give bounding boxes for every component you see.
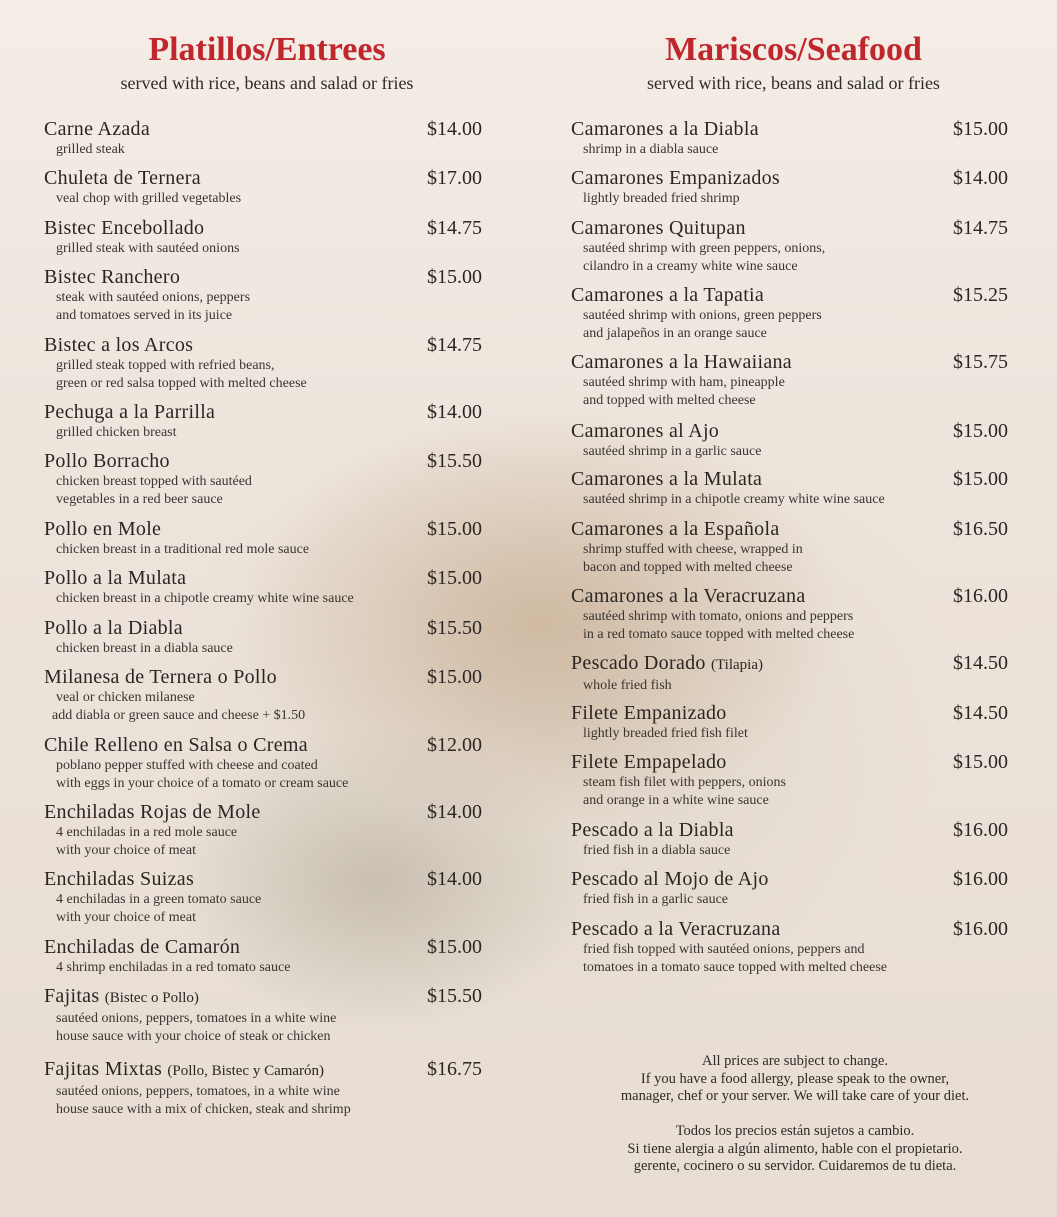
menu-item-description: with your choice of meat [56,910,196,925]
menu-item-title: Camarones a la Mulata [571,468,763,490]
menu-item-price: $14.00 [427,801,482,823]
menu-item-price: $16.00 [953,585,1008,607]
menu-item-description: chicken breast in a traditional red mole sauce [56,542,310,557]
menu-item-price: $15.00 [427,936,482,958]
menu-item [44,266,490,324]
menu-item-description: sautéed shrimp in a garlic sauce [583,444,762,459]
menu-item [571,284,1016,342]
menu-item-description: bacon and topped with melted cheese [583,560,793,575]
menu-item-title: Enchiladas Rojas de Mole [44,801,261,823]
menu-item-price: $14.00 [953,167,1008,189]
menu-item [44,518,490,558]
menu-item-price: $15.00 [427,266,482,288]
menu-item-name [571,284,1016,306]
menu-item-price: $12.00 [427,734,482,756]
menu-item-name [571,751,1016,773]
menu-item-description: and jalapeños in an orange sauce [583,326,767,341]
menu-item [44,936,490,976]
menu-item-description: fried fish topped with sautéed onions, peppers and [583,942,865,957]
menu-item-name [44,401,490,423]
notice-line: manager, chef or your server. We will take care of your diet. [620,1088,970,1104]
menu-item [44,801,490,859]
menu-item [571,819,1016,859]
menu-item-description: sautéed shrimp with ham, pineapple [583,375,785,390]
seafood-heading: Mariscos/Seafood [665,31,922,68]
menu-item-name [44,567,490,589]
menu-item-name [571,420,1016,442]
menu-item-title: Camarones Empanizados [571,167,781,189]
menu-item-description: sautéed onions, peppers, tomatoes, in a white wine [56,1084,340,1099]
menu-item [571,118,1016,158]
menu-item-price: $17.00 [427,167,482,189]
menu-item-price: $14.00 [427,401,482,423]
menu-item-note: (Tilapia) [711,657,763,673]
menu-item-price: $14.50 [953,652,1008,674]
menu-item-description: grilled steak [56,142,125,157]
menu-item [571,217,1016,275]
menu-item-description: shrimp stuffed with cheese, wrapped in [583,542,803,557]
menu-item-description: whole fried fish [583,678,672,693]
menu-item-title: Bistec Encebollado [44,217,205,239]
menu-item-description: lightly breaded fried fish filet [583,726,748,741]
menu-item-name [44,217,490,239]
menu-item [44,118,490,158]
notice-line: All prices are subject to change. [701,1053,888,1069]
menu-item-description: house sauce with a mix of chicken, steak and shrimp [56,1102,351,1117]
menu-item-name [44,801,490,823]
menu-item-name [571,518,1016,540]
menu-item-description: 4 enchiladas in a red mole sauce [56,825,238,840]
menu-item-title: Pollo Borracho [44,450,170,472]
menu-item-description: veal or chicken milanese [56,690,195,705]
menu-item [571,918,1016,976]
menu-item-description: sautéed shrimp with onions, green peppers [583,308,822,323]
menu-item [44,334,490,392]
menu-item-name [44,1058,490,1082]
menu-item-description: and topped with melted cheese [583,393,756,408]
menu-item-price: $14.00 [427,868,482,890]
menu-item-price: $14.75 [427,334,482,356]
price-allergy-notice-spanish [590,1123,1000,1176]
menu-item-addon: add diabla or green sauce and cheese + $1.50 [52,708,306,723]
menu-item [44,666,490,724]
menu-item-description: shrimp in a diabla sauce [583,142,719,157]
menu-item-name [44,868,490,890]
menu-item-price: $15.25 [953,284,1008,306]
menu-item [571,702,1016,742]
menu-item-price: $16.00 [953,918,1008,940]
menu-item-price: $14.75 [953,217,1008,239]
menu-item-name [571,652,1016,676]
menu-item-description: sautéed onions, peppers, tomatoes in a white wine [56,1011,337,1026]
menu-item-description: fried fish in a garlic sauce [583,892,728,907]
menu-item-description: with your choice of meat [56,843,196,858]
notice-line: gerente, cocinero o su servidor. Cuidaremos de tu dieta. [633,1158,957,1174]
price-allergy-notice-english [590,1053,1000,1106]
menu-item-description: 4 enchiladas in a green tomato sauce [56,892,262,907]
menu-item-price: $14.00 [427,118,482,140]
menu-item-name [571,351,1016,373]
menu-item-title: Pollo a la Diabla [44,617,183,639]
menu-item-price: $16.00 [953,868,1008,890]
menu-item-description: grilled steak with sautéed onions [56,241,240,256]
menu-item [44,985,490,1045]
menu-item-name [571,702,1016,724]
menu-item-description: house sauce with your choice of steak or chicken [56,1029,331,1044]
menu-item-title: Bistec Ranchero [44,266,181,288]
menu-item [44,450,490,508]
menu-item-description: 4 shrimp enchiladas in a red tomato sauce [56,960,291,975]
menu-item-description: chicken breast topped with sautéed [56,474,252,489]
menu-item-name [44,518,490,540]
menu-item-price: $15.00 [953,468,1008,490]
menu-item [571,420,1016,460]
menu-item-name [44,266,490,288]
menu-item-price: $15.00 [953,420,1008,442]
notice-line: Todos los precios están sujetos a cambio. [675,1123,915,1139]
menu-item-price: $15.00 [427,666,482,688]
menu-item-name [571,468,1016,490]
menu-item-title: Enchiladas Suizas [44,868,195,890]
menu-item-description: poblano pepper stuffed with cheese and coated [56,758,318,773]
menu-item-name [44,334,490,356]
menu-item [571,468,1016,508]
entrees-subheading: served with rice, beans and salad or fries [120,73,414,93]
menu-item-name [571,217,1016,239]
menu-item-description: chicken breast in a chipotle creamy white wine sauce [56,591,354,606]
menu-item-title: Camarones a la Diabla [571,118,759,140]
menu-item [44,868,490,926]
menu-item-name [44,617,490,639]
menu-item-name [44,666,490,688]
menu-item-title: Fajitas Mixtas [44,1058,163,1080]
menu-item-price: $16.50 [953,518,1008,540]
menu-item-note: (Bistec o Pollo) [104,990,199,1006]
menu-item [571,351,1016,409]
menu-item [44,167,490,207]
menu-item-title: Pescado Dorado [571,652,706,674]
menu-item [44,401,490,441]
menu-item-description: steam fish filet with peppers, onions [583,775,786,790]
menu-item-name [571,868,1016,890]
menu-item-name [44,167,490,189]
menu-item [44,217,490,257]
menu-item [571,868,1016,908]
menu-item-title: Pollo a la Mulata [44,567,187,589]
menu-item-name [44,734,490,756]
menu-item-description: sautéed shrimp with green peppers, onions, [583,241,826,256]
notice-line: If you have a food allergy, please speak to the owner, [640,1070,950,1087]
menu-item-title: Enchiladas de Camarón [44,936,241,958]
menu-item-title: Pescado a la Veracruzana [571,918,781,940]
menu-item-title: Chile Relleno en Salsa o Crema [44,734,308,756]
menu-item-title: Chuleta de Ternera [44,167,201,189]
menu-item-price: $15.00 [953,118,1008,140]
menu-item-title: Pescado a la Diabla [571,819,734,841]
menu-item [571,518,1016,576]
menu-item-title: Pollo en Mole [44,518,162,540]
menu-item [44,734,490,792]
menu-item-price: $16.75 [427,1058,482,1080]
menu-item-price: $15.50 [427,450,482,472]
menu-item-price: $16.00 [953,819,1008,841]
menu-item-name [44,118,490,140]
menu-item-name [44,936,490,958]
menu-item-name [571,585,1016,607]
menu-item-title: Camarones a la Hawaiiana [571,351,792,373]
menu-item-description: sautéed shrimp in a chipotle creamy white wine sauce [583,492,885,507]
menu-item-description: chicken breast in a diabla sauce [56,641,233,656]
menu-item-description: fried fish in a diabla sauce [583,843,731,858]
menu-item-title: Camarones a la Tapatia [571,284,765,306]
menu-item-name [571,118,1016,140]
menu-item [571,751,1016,809]
menu-item-description: and orange in a white wine sauce [583,793,769,808]
menu-item-price: $15.00 [953,751,1008,773]
menu-item-name [571,819,1016,841]
menu-item-title: Camarones a la Española [571,518,780,540]
menu-item-name [571,167,1016,189]
menu-item-description: veal chop with grilled vegetables [56,191,242,206]
menu-item-name [44,450,490,472]
menu-item-name [571,918,1016,940]
menu-item-description: with eggs in your choice of a tomato or cream sauce [56,776,349,791]
menu-item-description: sautéed shrimp with tomato, onions and peppers [583,609,854,624]
menu-item-title: Camarones a la Veracruzana [571,585,806,607]
menu-item-description: green or red salsa topped with melted cheese [56,376,307,391]
menu-item-title: Filete Empapelado [571,751,727,773]
menu-item-price: $15.50 [427,985,482,1007]
menu-item-price: $14.75 [427,217,482,239]
menu-item [571,167,1016,207]
menu-item-title: Milanesa de Ternera o Pollo [44,666,277,688]
menu-item-description: lightly breaded fried shrimp [583,191,740,206]
menu-item [44,567,490,607]
menu-item [44,617,490,657]
menu-item-description: tomatoes in a tomato sauce topped with melted cheese [583,960,888,975]
menu-item-description: grilled steak topped with refried beans, [56,358,275,373]
entrees-heading: Platillos/Entrees [148,31,386,68]
menu-item-title: Pechuga a la Parrilla [44,401,216,423]
menu-item [44,1058,490,1118]
menu-item-description: steak with sautéed onions, peppers [56,290,251,305]
menu-item-name [44,985,490,1009]
menu-item-title: Fajitas [44,985,100,1007]
menu-item-title: Filete Empanizado [571,702,727,724]
menu-item-title: Camarones al Ajo [571,420,720,442]
menu-item-description: cilandro in a creamy white wine sauce [583,259,798,274]
menu-item-title: Pescado al Mojo de Ajo [571,868,769,890]
seafood-subheading: served with rice, beans and salad or fries [647,73,940,93]
menu-item-price: $14.50 [953,702,1008,724]
menu-item-title: Carne Azada [44,118,151,140]
menu-item-price: $15.50 [427,617,482,639]
menu-item-note: (Pollo, Bistec y Camarón) [167,1063,325,1079]
menu-item-description: and tomatoes served in its juice [56,308,233,323]
menu-item [571,585,1016,643]
menu-item-description: vegetables in a red beer sauce [56,492,223,507]
menu-item [571,652,1016,694]
menu-item-description: in a red tomato sauce topped with melted cheese [583,627,855,642]
menu-item-price: $15.00 [427,567,482,589]
notice-line: Si tiene alergia a algún alimento, hable con el propietario. [627,1140,963,1157]
menu-item-price: $15.00 [427,518,482,540]
menu-item-title: Camarones Quitupan [571,217,746,239]
menu-item-description: grilled chicken breast [56,425,177,440]
menu-item-price: $15.75 [953,351,1008,373]
menu-item-title: Bistec a los Arcos [44,334,194,356]
